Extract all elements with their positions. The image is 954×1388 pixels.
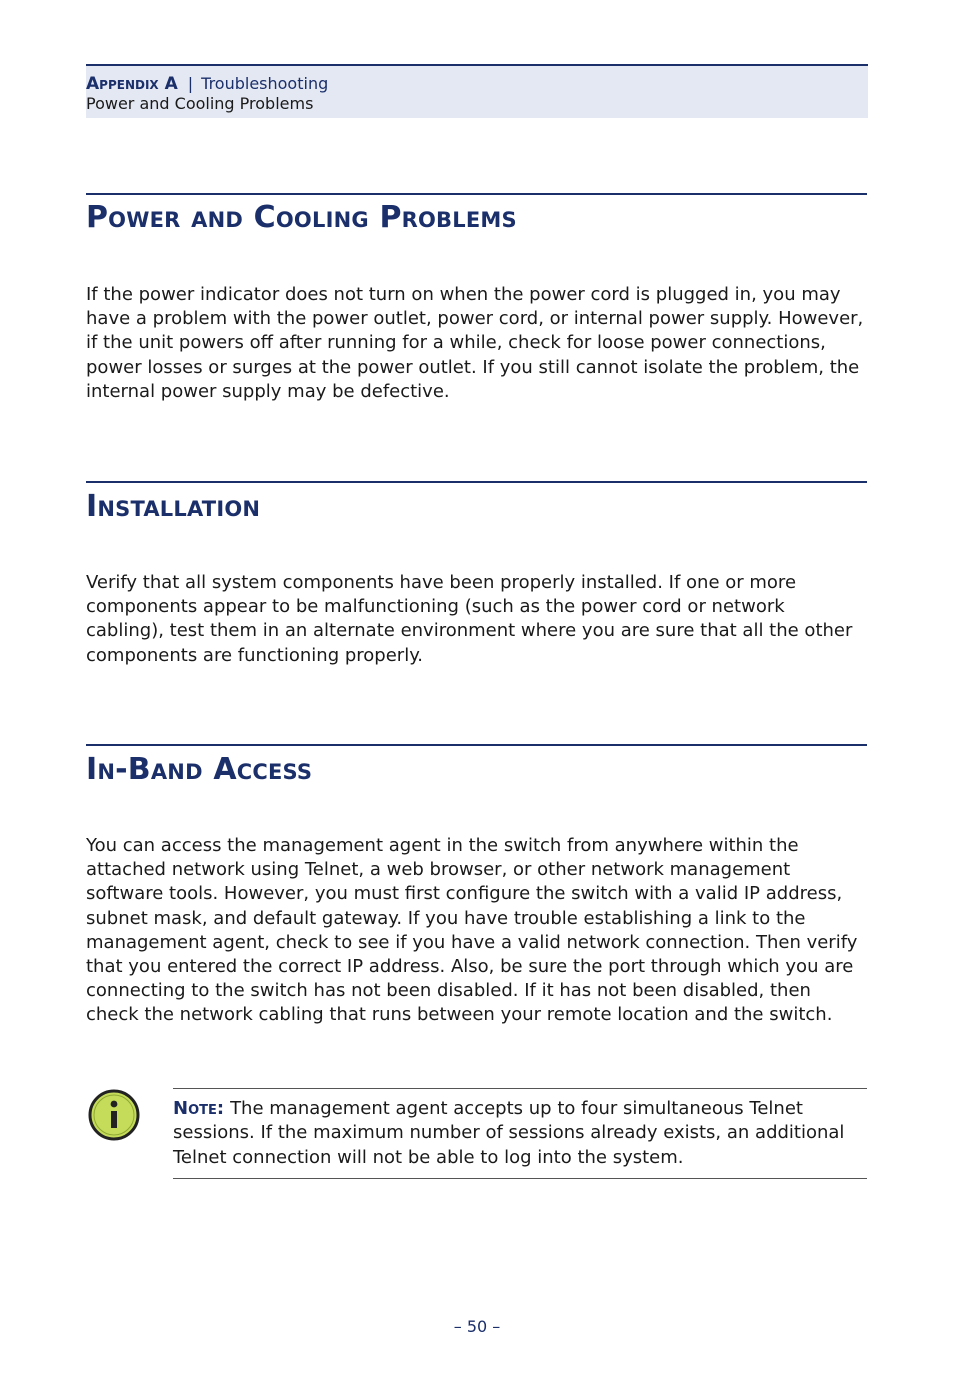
- section-rule: [86, 744, 867, 746]
- note-text: The management agent accepts up to four simultaneous Telnet sessions. If the maximum number of sessions already exists, an additional Telnet connection will not be able to log into the system.: [173, 1098, 845, 1168]
- section-body-in-band-access: You can access the management agent in the switch from anywhere within the attached network using Telnet, a web browser, or other network management software tools. However, you must first configure the switch with a valid IP address, subnet mask, and default gateway. If you have trouble establishing a link to the management agent, check to see if you have a valid network connection. Then verify that you entered the correct IP address. Also, be sure the port through which you are connecting to the switch has not been disabled. If it has not been disabled, then check the network cabling that runs between your remote location and the switch.: [86, 835, 858, 1026]
- note-label: Note:: [173, 1098, 225, 1119]
- header-separator: |: [187, 74, 194, 93]
- section-title-installation: Installation: [86, 489, 261, 524]
- header-breadcrumb: [86, 74, 328, 94]
- section-body-power-cooling: If the power indicator does not turn on when the power cord is plugged in, you may have a problem with the power outlet, power cord, or internal power supply. However, if the unit powers off after running for a while, check for loose power connections, power losses or surges at the power outlet. If you still cannot isolate the problem, the internal power supply may be defective.: [86, 284, 864, 402]
- section-rule: [86, 193, 867, 195]
- header-chapter: Troubleshooting: [201, 74, 329, 93]
- section-title-power-cooling: Power and Cooling Problems: [86, 200, 517, 235]
- section-title-in-band-access: In-Band Access: [86, 752, 313, 787]
- section-rule: [86, 481, 867, 483]
- info-icon: [88, 1089, 140, 1141]
- header-appendix: Appendix A: [86, 74, 178, 94]
- running-header: [86, 64, 868, 118]
- note-bottom-rule: [173, 1178, 867, 1179]
- header-subtitle: Power and Cooling Problems: [86, 94, 314, 113]
- page-number: – 50 –: [453, 1317, 501, 1336]
- note-top-rule: [173, 1088, 867, 1089]
- section-body-installation: Verify that all system components have been properly installed. If one or more components appear to be malfunctioning (such as the power cord or network cabling), test them in an alternate environment where you are sure that all the other components are functioning properly.: [86, 572, 853, 666]
- note-box: [173, 1097, 867, 1170]
